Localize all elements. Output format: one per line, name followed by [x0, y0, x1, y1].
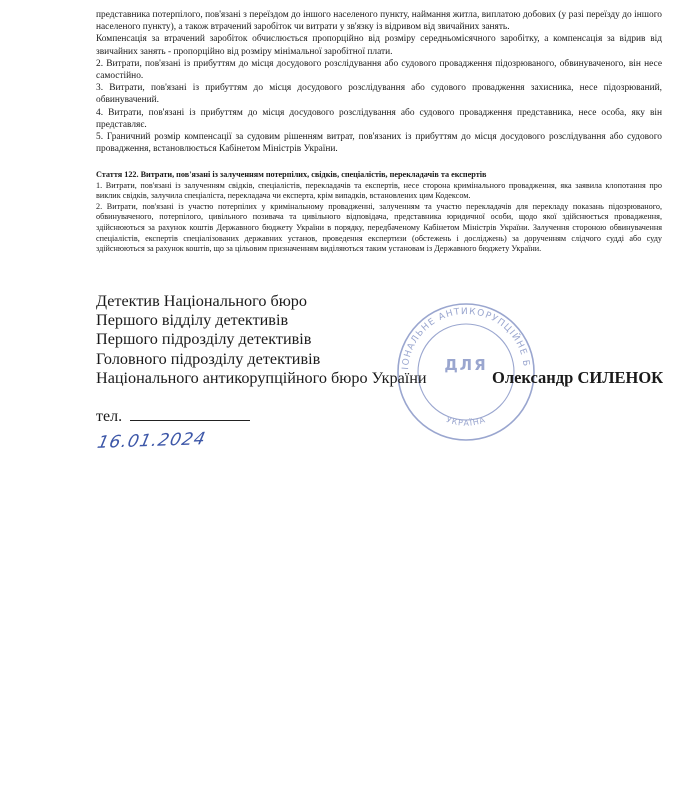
- law-paragraph: Компенсація за втрачений заробіток обчислюється пропорційно від розміру середньомісячного заробітку, а компенсація за відрив від звичайних занять - пропорційно від розміру мінімальної заробітної плати.: [96, 34, 662, 57]
- stamp-center-text: ДЛЯ: [444, 356, 488, 374]
- phone-line: [96, 406, 250, 426]
- phone-blank-line: [130, 406, 250, 421]
- handwritten-date: 16.01.2024: [95, 429, 208, 453]
- law-paragraph: 4. Витрати, пов'язані із прибуттям до місця досудового розслідування або судового провадження представника, несе особа, яку він представляє.: [96, 107, 662, 130]
- signer-name: Олександр СИЛЕНОК: [492, 368, 664, 387]
- signature-title-line: Головного підрозділу детективів: [96, 349, 321, 368]
- law-text-block: [96, 9, 662, 155]
- law-paragraph: представника потерпілого, пов'язані з переїздом до іншого населеного пункту, наймання житла, виплатою добових (у разі переїзду до іншого населеного пункту), а також втрачений заробіток чи витрати у зв'язку із відривом від звичайних занять.: [96, 10, 662, 33]
- law-paragraph: 3. Витрати, пов'язані із прибуттям до місця досудового розслідування або судового провадження захисника, несе підозрюваний, обвинувачений.: [96, 83, 662, 106]
- signature-title-line: Першого підрозділу детективів: [96, 330, 312, 349]
- signature-title-block: [96, 292, 427, 388]
- law-paragraph: 5. Граничний розмір компенсації за судовим рішенням витрат, пов'язаних із прибуттям до місця досудового розслідування або судового провадження, встановлюється Кабінетом Міністрів України.: [96, 132, 662, 155]
- signature-title-line: Детектив Національного бюро: [96, 292, 307, 310]
- article-paragraph: 2. Витрати, пов'язані із участю потерпілих у кримінальному провадженні, залученням та участю перекладачів для перекладу показань підозрюваного, обвинуваченого, потерпілого, цивільного позивача та цивільного відповідача, представника юридичної особи, щодо якої здійснюється провадження, здійснюються за рахунок коштів Державного бюджету України в порядку, передбаченому Кабінетом Міністрів України. Залучення стороною обвинувачення спеціалістів, експертів спеціалізованих державних установ, проведення експертизи (обстежень і досліджень) за дорученням слідчого судді або суду здійснюються за рахунок коштів, що за цільовим призначенням виділяються таким установам із Державного бюджету України.: [96, 201, 662, 254]
- stamp-ring-bottom-text: УКРАЇНА: [444, 415, 488, 428]
- phone-label: тел.: [96, 408, 123, 425]
- article-paragraph: 1. Витрати, пов'язані із залученням свідків, спеціалістів, перекладачів та експертів, несе сторона кримінального провадження, яка заявила клопотання про виклик свідків, залучила спеціаліста, перекладача чи експерта, крім випадків, встановлених цим Кодексом.: [96, 180, 662, 201]
- signature-title-line: Першого відділу детективів: [96, 311, 289, 330]
- law-paragraph: 2. Витрати, пов'язані із прибуттям до місця досудового розслідування або судового провадження підозрюваного, обвинуваченого, він несе самостійно.: [96, 58, 662, 82]
- svg-text:УКРАЇНА: [445, 415, 487, 428]
- article-122-block: [96, 170, 662, 255]
- article-title: Стаття 122. Витрати, пов'язані із залученням потерпілих, свідків, спеціалістів, перекладачів та експертів: [96, 170, 487, 179]
- signature-title-line: Національного антикорупційного бюро України: [96, 368, 427, 387]
- stamp-ring-top-text: НАЦІОНАЛЬНЕ АНТИКОРУПЦІЙНЕ БЮРО: [388, 293, 531, 371]
